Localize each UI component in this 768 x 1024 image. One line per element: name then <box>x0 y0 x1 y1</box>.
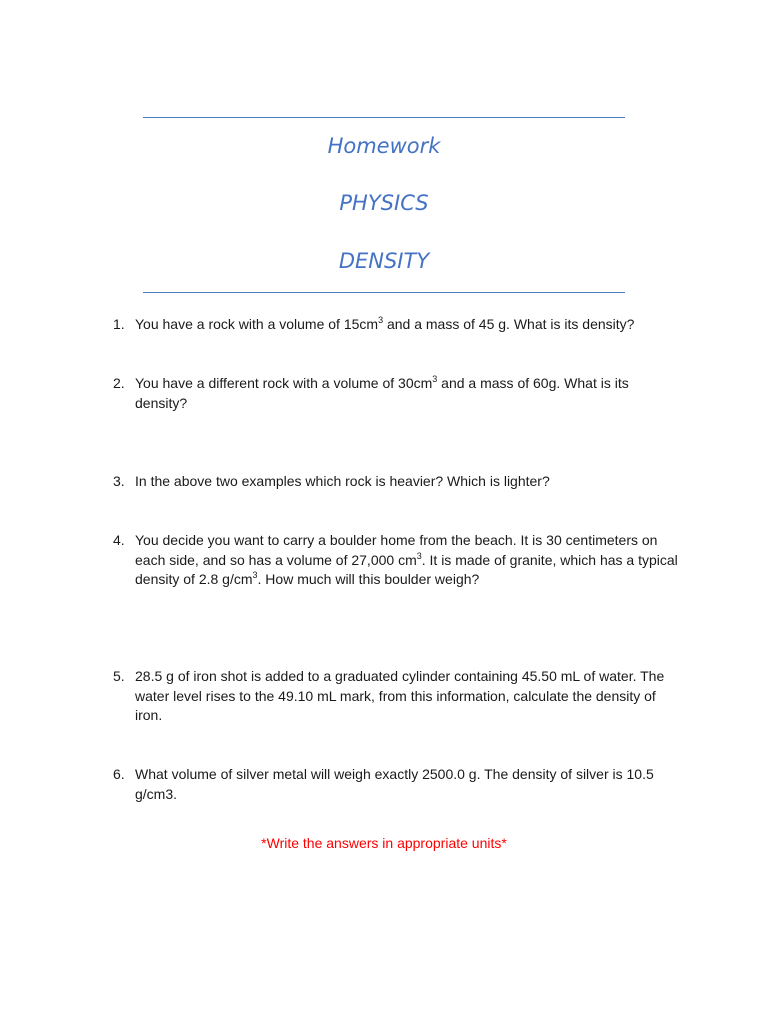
question-item <box>113 472 683 492</box>
question-item <box>113 531 683 590</box>
superscript: 3 <box>378 315 384 325</box>
question-number: 1. <box>113 316 125 332</box>
superscript: 3 <box>432 374 438 384</box>
subject-heading: PHYSICS <box>339 191 429 215</box>
question-text: What volume of silver metal will weigh exactly 2500.0 g. The density of silver is 10.5 g/cm3. <box>135 766 654 802</box>
question-item <box>113 667 683 726</box>
instruction-note: *Write the answers in appropriate units* <box>261 835 507 851</box>
question-item <box>113 765 683 804</box>
question-number: 2. <box>113 375 125 391</box>
question-text: You decide you want to carry a boulder home from the beach. It is 30 centimeters on each side, and so has a volume of 27,000 $cm^3$. It is made of granite, which has a typical density of 2.8 $g/cm^3$. How much will this boulder weigh? <box>135 532 678 587</box>
superscript: 3 <box>252 570 258 580</box>
top-divider <box>143 117 625 118</box>
question-number: 5. <box>113 668 125 684</box>
question-text: You have a different rock with a volume of $30cm^3$ and a mass of 60g. What is its density? <box>135 374 629 411</box>
question-text: 28.5 g of iron shot is added to a graduated cylinder containing 45.50 mL of water. The water level rises to the 49.10 mL mark, from this information, calculate the density of iron. <box>135 668 665 723</box>
question-item <box>113 374 683 413</box>
question-text: You have a rock with a volume of $15cm^3$ and a mass of 45 g. What is its density? <box>135 315 635 332</box>
question-number: 3. <box>113 473 125 489</box>
question-number: 6. <box>113 766 125 782</box>
question-item <box>113 315 683 335</box>
question-text: In the above two examples which rock is heavier? Which is lighter? <box>135 473 550 489</box>
superscript: 3 <box>416 550 422 561</box>
topic-heading: DENSITY <box>338 249 430 273</box>
document-title: Homework <box>327 134 441 158</box>
question-number: 4. <box>113 532 125 548</box>
bottom-divider <box>143 292 625 293</box>
